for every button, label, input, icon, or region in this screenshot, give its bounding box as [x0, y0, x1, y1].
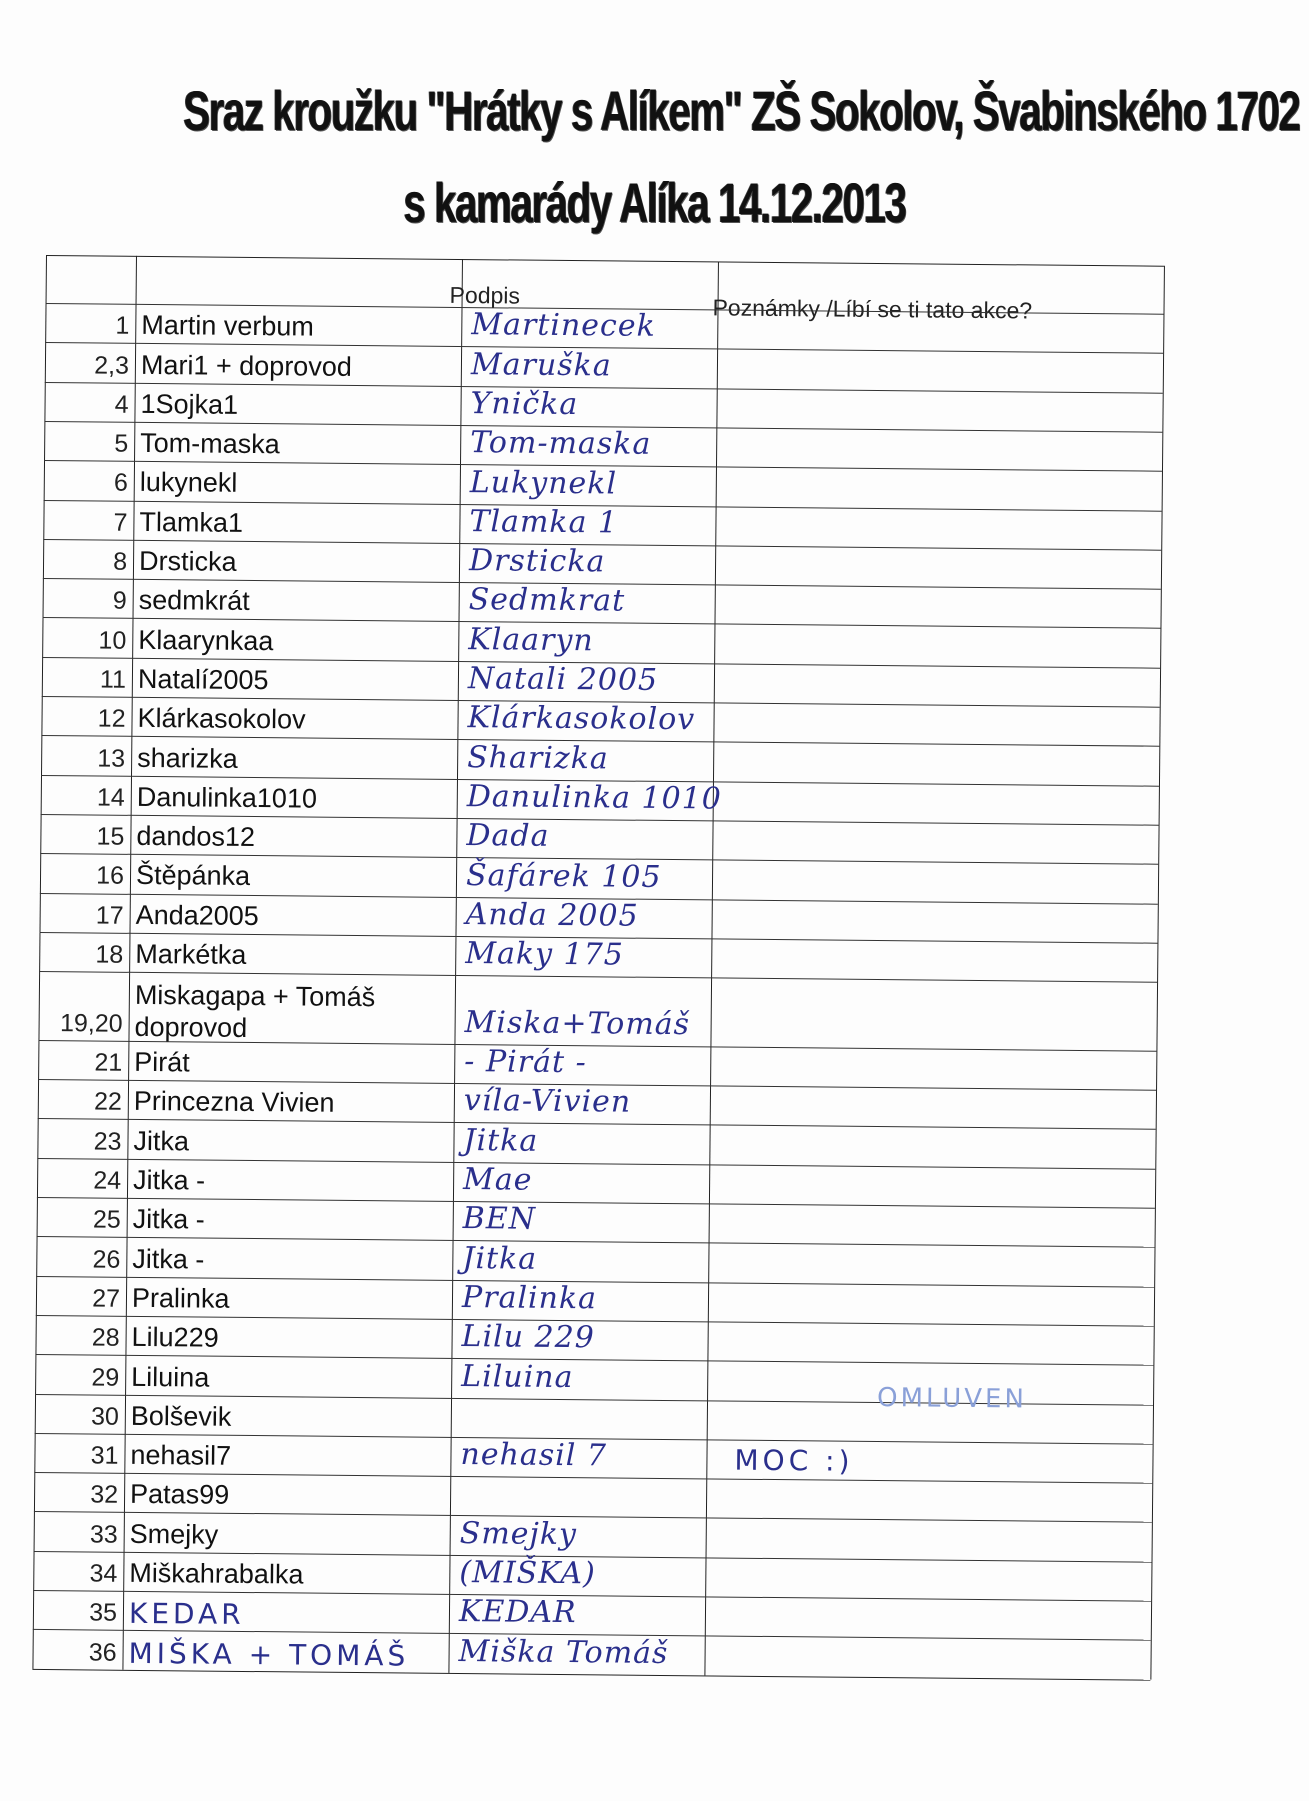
row-number: 22 — [93, 1087, 123, 1117]
row-number: 26 — [92, 1245, 121, 1274]
row-number: 1 — [115, 311, 130, 341]
row-signature: Danulinka 1010 — [466, 778, 723, 817]
row-nickname: Štěpánka — [135, 860, 251, 892]
row-signature: BEN — [462, 1201, 537, 1238]
table-row — [38, 971, 1157, 1051]
row-number: 6 — [113, 469, 128, 498]
row-signature: Martinecek — [471, 307, 656, 345]
row-nickname: sedmkrát — [138, 585, 250, 617]
row-nickname: Bolševik — [130, 1400, 232, 1432]
row-note: OMLUVEN — [876, 1382, 1027, 1415]
row-nickname: Danulinka1010 — [136, 781, 318, 814]
column-header-poznamky: Poznámky /Líbí se ti tato akce? — [712, 294, 1033, 324]
row-number: 2,3 — [94, 351, 130, 380]
row-nickname: Princezna Vivien — [133, 1086, 335, 1119]
row-signature: Smejky — [459, 1515, 578, 1552]
row-signature: - Pirát - — [464, 1044, 587, 1081]
row-signature: Tlamka 1 — [469, 503, 619, 541]
row-nickname: Smejky — [129, 1518, 219, 1550]
row-nickname: Jitka - — [132, 1164, 206, 1196]
row-nickname: Jitka - — [132, 1204, 205, 1235]
row-number: 34 — [89, 1559, 118, 1588]
row-signature: Maky 175 — [465, 936, 625, 973]
row-nickname: nehasil7 — [130, 1440, 232, 1472]
row-signature: nehasil 7 — [460, 1437, 608, 1474]
row-number: 32 — [90, 1480, 119, 1510]
row-signature: Klaaryn — [468, 621, 594, 658]
row-nickname: Mari1 + doprovod — [140, 349, 352, 382]
row-number: 12 — [97, 704, 126, 734]
row-signature: Miška Tomáš — [458, 1633, 669, 1671]
row-number: 23 — [93, 1127, 122, 1156]
row-nickname: Martin verbum — [141, 310, 315, 342]
row-nickname: Markétka — [135, 938, 247, 971]
row-number: 27 — [92, 1284, 121, 1313]
row-nickname: lukynekl — [139, 467, 238, 499]
row-nickname: Klaarynkaa — [138, 624, 274, 656]
row-nickname: Tom-maska — [140, 428, 280, 460]
row-number: 8 — [113, 547, 128, 576]
row-number: 31 — [90, 1441, 119, 1470]
row-nickname: Tlamka1 — [139, 506, 244, 538]
row-nickname: MIŠKA + TOMÁŠ — [128, 1636, 410, 1673]
row-nickname: Patas99 — [129, 1479, 230, 1511]
row-signature: (MIŠKA) — [459, 1555, 596, 1592]
row-nickname: Anda2005 — [135, 899, 259, 931]
row-nickname: Drsticka — [138, 546, 237, 577]
page-title: Sraz kroužku "Hrátky s Alíkem" ZŠ Sokolov, Švabinského 1702 — [183, 79, 1300, 142]
row-signature: Klárkasokolov — [467, 700, 696, 738]
row-signature: Drsticka — [468, 543, 606, 580]
row-nickname: KEDAR — [128, 1597, 245, 1632]
row-number: 13 — [97, 744, 126, 773]
row-signature: Mae — [462, 1162, 533, 1198]
row-signature: Tom-maska — [470, 425, 652, 463]
row-number: 29 — [91, 1363, 120, 1392]
row-signature: Sharizka — [467, 739, 609, 777]
row-nickname: Miskagapa + Tomáš doprovod — [134, 979, 376, 1044]
row-nickname: dandos12 — [136, 821, 256, 853]
row-number: 17 — [95, 901, 124, 930]
row-number: 14 — [96, 783, 125, 812]
row-number: 35 — [89, 1598, 118, 1628]
row-signature: Maruška — [470, 346, 612, 384]
column-header-podpis: Podpis — [449, 281, 521, 309]
row-signature: Sedmkrat — [468, 582, 626, 619]
row-number: 7 — [113, 508, 128, 537]
row-nickname: Klárkasokolov — [137, 703, 306, 735]
row-nickname: Jitka — [133, 1125, 190, 1157]
row-number: 19,20 — [59, 1009, 123, 1038]
row-nickname: Lilu229 — [131, 1322, 219, 1353]
row-number: 11 — [99, 665, 127, 694]
attendance-table — [32, 255, 1164, 1706]
row-number: 5 — [114, 429, 129, 458]
row-number: 15 — [96, 822, 125, 851]
row-signature: Liluina — [461, 1358, 574, 1395]
row-signature: Dada — [466, 818, 550, 855]
row-number: 18 — [95, 940, 124, 969]
row-number: 9 — [112, 587, 127, 616]
row-signature: KEDAR — [458, 1594, 577, 1631]
row-signature: Miska+Tomáš — [464, 1004, 691, 1043]
row-signature: Pralinka — [461, 1280, 598, 1317]
row-signature: Ynička — [470, 385, 579, 423]
row-number: 33 — [89, 1520, 118, 1549]
row-nickname: Pirát — [134, 1047, 190, 1078]
row-number: 21 — [94, 1048, 123, 1077]
row-signature: Jitka — [462, 1240, 538, 1277]
row-signature: Lukynekl — [469, 464, 618, 501]
row-nickname: 1Sojka1 — [140, 388, 239, 420]
row-signature: Lilu 229 — [461, 1319, 596, 1356]
row-signature: Šafárek 105 — [465, 857, 662, 895]
row-nickname: Natalí2005 — [137, 663, 269, 696]
row-nickname: Miškahrabalka — [129, 1557, 304, 1590]
row-nickname: Pralinka — [131, 1282, 230, 1314]
page-subtitle: s kamarády Alíka 14.12.2013 — [403, 171, 906, 234]
row-number: 24 — [93, 1166, 122, 1195]
row-number: 25 — [92, 1205, 121, 1235]
row-signature: Anda 2005 — [465, 896, 639, 934]
row-number: 30 — [90, 1402, 119, 1431]
row-nickname: Liluina — [131, 1361, 210, 1393]
row-signature: víla-Vivien — [463, 1083, 632, 1121]
row-number: 10 — [98, 626, 127, 655]
row-nickname: Jitka - — [132, 1243, 205, 1275]
row-note: MOC :) — [734, 1443, 854, 1478]
row-nickname: sharizka — [137, 742, 238, 774]
row-number: 4 — [114, 390, 129, 419]
row-number: 28 — [91, 1323, 120, 1353]
row-number: 36 — [88, 1638, 117, 1667]
row-number: 16 — [96, 861, 125, 891]
row-signature: Jitka — [463, 1122, 539, 1159]
row-signature: Natali 2005 — [467, 661, 659, 698]
